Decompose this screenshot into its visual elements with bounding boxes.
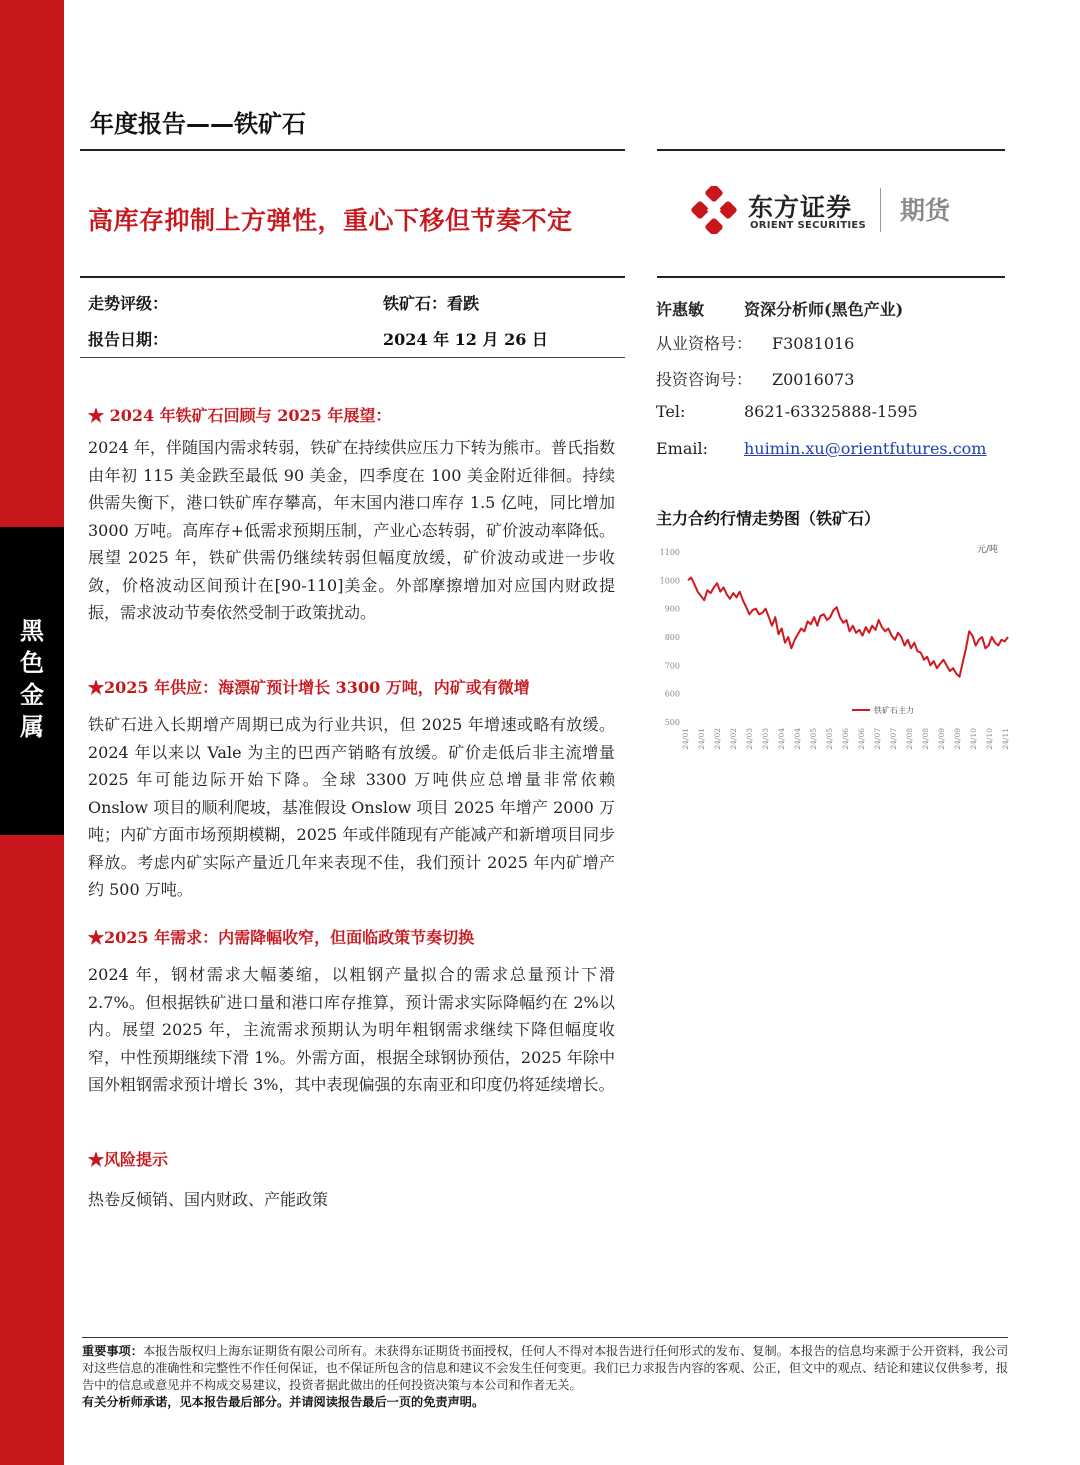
x-tick-label: 24/07 (873, 728, 882, 750)
invest-label: 投资咨询号： (656, 370, 753, 389)
invest-value: Z0016073 (772, 370, 855, 389)
header-rule-left (80, 149, 625, 151)
y-tick-label: 600 (664, 689, 680, 699)
analyst-header (656, 297, 903, 320)
report-type: 年度报告——铁矿石 (90, 110, 306, 138)
x-tick-label: 24/02 (713, 728, 722, 750)
analyst-email-row (656, 439, 986, 458)
x-tick-label: 24/10 (969, 728, 978, 750)
email-link[interactable]: huimin.xu@orientfutures.com (744, 439, 987, 458)
y-tick-label: 900 (664, 604, 680, 614)
x-tick-label: 24/07 (889, 728, 898, 750)
analyst-invest-row (656, 367, 854, 390)
y-tick-label: 500 (664, 718, 680, 727)
price-chart (656, 538, 1016, 760)
logo-divider (880, 188, 881, 232)
analyst-cert-row (656, 331, 854, 354)
analyst-name: 许惠敏 (656, 300, 705, 319)
x-tick-label: 24/10 (985, 728, 994, 750)
x-tick-label: 24/04 (777, 728, 786, 750)
x-tick-label: 24/03 (745, 728, 754, 750)
x-tick-label: 24/08 (905, 728, 914, 750)
section-body-demand: 2024 年，钢材需求大幅萎缩，以粗钢产量拟合的需求总量预计下滑 2.7%。但根据铁矿进口量和港口库存推算，预计需求实际降幅约在 2%以内。展望 2025 年，主流需求预期认为明年粗钢需求继续下降但幅度收窄，中性预期继续下滑 1%。外需方面，根据全球钢协预估，2025 年除中国外粗钢需求预计增长 3%，其中表现偏强的东南亚和印度仍将延续增长。 (88, 965, 615, 1094)
header-rule-right (657, 149, 1005, 151)
analyst-title: 资深分析师(黑色产业) (744, 300, 904, 319)
orient-logo-icon (690, 186, 744, 234)
division-name: 期货 (900, 196, 951, 225)
x-tick-label: 24/06 (841, 728, 850, 750)
section-heading-demand: ★2025 年需求：内需降幅收窄，但面临政策节奏切换 (88, 928, 475, 947)
date-value: 2024 年 12 月 26 日 (383, 330, 548, 349)
y-tick-label: 800 (664, 633, 680, 642)
x-tick-label: 24/01 (697, 728, 706, 750)
meta-rule (80, 357, 625, 358)
x-tick-label: 24/06 (857, 728, 866, 750)
x-tick-label: 24/04 (793, 728, 802, 750)
cert-label: 从业资格号： (656, 334, 753, 353)
brand-name-cn: 东方证券 (748, 193, 853, 222)
section-body-supply: 铁矿石进入长期增产周期已成为行业共识，但 2025 年增速或略有放缓。2024 年以来以 Vale 为主的巴西产销略有放缓。矿价走低后非主流增量 2025 年可能边际开始下降。全球 3300 万吨供应总增量非常依赖 Onslow 项目的顺利爬坡，基准假设 Onslow 项目 2025 年增产 2000 万吨；内矿方面市场预期模糊，2025 年或伴随现有产能减产和新增项目同步释放。考虑内矿实际产量近几年来表现不佳，我们预计 2025 年内矿增产约 500 万吨。 (88, 715, 615, 899)
brand-name-en: ORIENT SECURITIES (750, 220, 867, 231)
notice-bold-line: 有关分析师承诺，见本报告最后部分。并请阅读报告最后一页的免责声明。 (82, 1395, 485, 1409)
x-tick-label: 24/08 (921, 728, 930, 750)
x-tick-label: 24/03 (761, 728, 770, 750)
y-tick-label: 1100 (659, 548, 680, 557)
title-rule-left (80, 276, 625, 278)
title-rule-right (657, 276, 1005, 278)
x-tick-label: 24/11 (1001, 728, 1010, 750)
tel-value: 8621-63325888-1595 (744, 402, 918, 421)
section-heading-risk: ★风险提示 (88, 1150, 169, 1169)
side-category-label: 黑 色 金 属 (20, 617, 44, 741)
x-tick-label: 24/05 (809, 728, 818, 750)
section-body-risk: 热卷反倾销、国内财政、产能政策 (88, 1190, 329, 1209)
section-body-review: 2024 年，伴随国内需求转弱，铁矿在持续供应压力下转为熊市。普氏指数由年初 115 美金跌至最低 90 美金，四季度在 100 美金附近徘徊。持续供需失衡下，港口铁矿库存攀高，年末国内港口库存 1.5 亿吨，同比增加 3000 万吨。高库存+低需求预期压制，产业心态转弱，矿价波动率降低。展望 2025 年，铁矿供需仍继续转弱但幅度放缓，矿价波动或进一步收敛，价格波动区间预计在[90-110]美金。外部摩擦增加对应国内财政提振，需求波动节奏依然受制于政策扰动。 (88, 438, 615, 622)
rating-label: 走势评级： (88, 294, 169, 313)
section-heading-review: ★ 2024 年铁矿石回顾与 2025 年展望： (88, 406, 392, 425)
rating-value: 铁矿石：看跌 (383, 294, 480, 313)
notice-text: 本报告版权归上海东证期货有限公司所有。未获得东证期货书面授权，任何人不得对本报告进行任何形式的发布、复制。本报告的信息均来源于公开资料，我公司对这些信息的准确性和完整性不作任何保证，也不保证所包含的信息和建议不会发生任何变更。我们已力求报告内容的客观、公正，但文中的观点、结论和建议仅供参考，报告中的信息或意见并不构成交易建议，投资者据此做出的任何投资决策与本公司和作者无关。 (82, 1344, 1009, 1392)
footer-rule (82, 1337, 1008, 1338)
legend-label: 铁矿石主力 (874, 706, 914, 715)
important-notice (82, 1343, 1012, 1411)
section-heading-supply: ★2025 年供应：海漂矿预计增长 3300 万吨，内矿或有微增 (88, 678, 530, 697)
cert-value: F3081016 (772, 334, 855, 353)
company-logo (690, 186, 990, 236)
x-tick-label: 24/05 (825, 728, 834, 750)
chart-unit-label: 元/吨 (976, 545, 998, 555)
x-tick-label: 24/09 (953, 728, 962, 750)
email-label: Email: (656, 439, 709, 458)
y-tick-label: 700 (664, 661, 680, 671)
y-tick-label: 1000 (659, 576, 680, 586)
x-tick-label: 24/02 (729, 728, 738, 750)
page-title: 高库存抑制上方弹性，重心下移但节奏不定 (88, 206, 573, 235)
notice-label: 重要事项： (82, 1344, 143, 1358)
analyst-tel-row (656, 402, 918, 421)
series-line-iron-ore (688, 578, 1008, 677)
x-tick-label: 24/09 (937, 728, 946, 750)
chart-title: 主力合约行情走势图（铁矿石） (656, 509, 881, 528)
x-tick-label: 24/01 (681, 728, 690, 750)
date-label: 报告日期： (88, 330, 169, 349)
tel-label: Tel: (656, 402, 686, 421)
